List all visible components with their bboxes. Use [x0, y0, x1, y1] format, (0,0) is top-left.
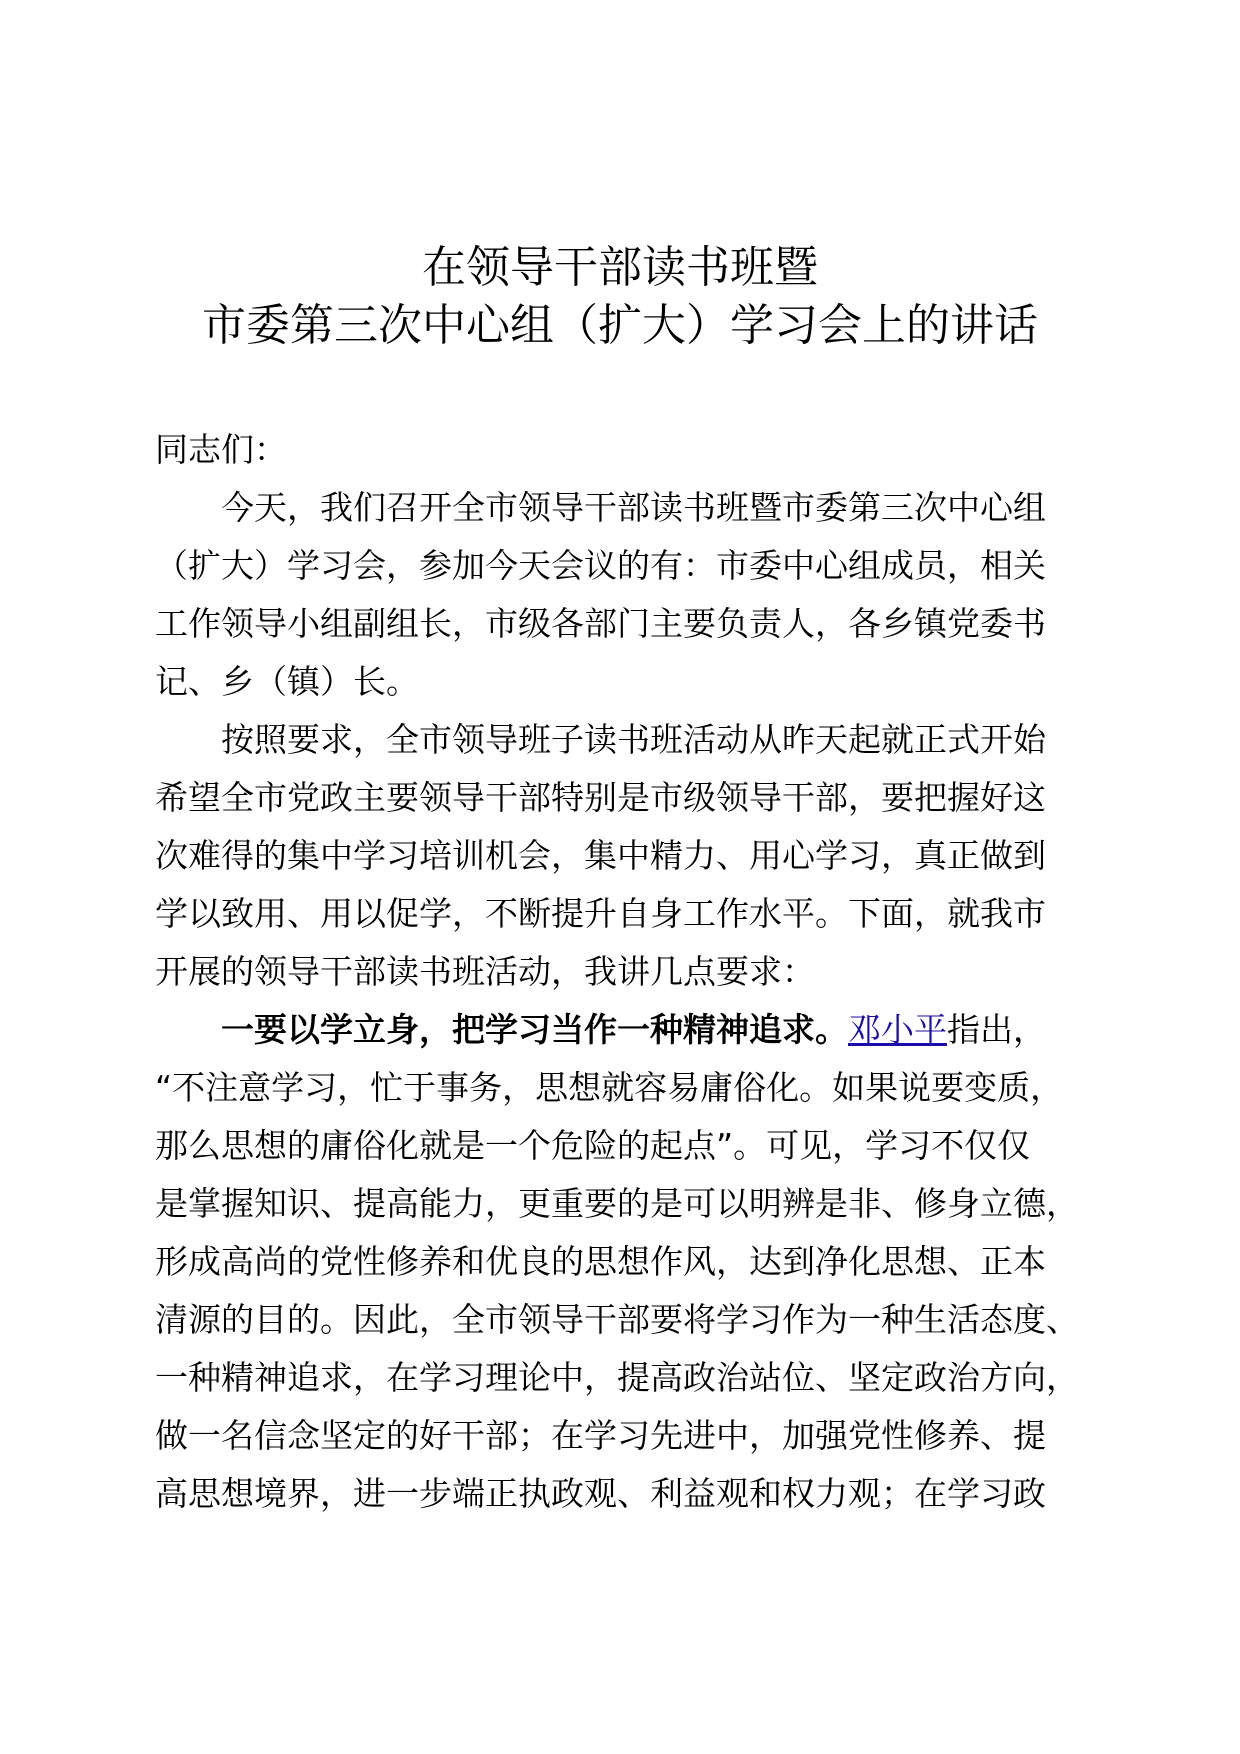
document-title-line-1: 在领导干部读书班暨: [422, 242, 818, 293]
paragraph-1-line: 记、乡（镇）长。: [155, 662, 419, 701]
paragraph-1-line: （扩大）学习会，参加今天会议的有：市委中心组成员，相关: [155, 546, 1046, 585]
paragraph-3-line: “不注意学习，忙于事务，思想就容易庸俗化。如果说要变质，: [155, 1068, 1064, 1107]
paragraph-2-line: 次难得的集中学习培训机会，集中精力、用心学习，真正做到: [155, 836, 1046, 875]
paragraph-2-line: 开展的领导干部读书班活动，我讲几点要求：: [155, 952, 815, 991]
paragraph-2-line: 学以致用、用以促学，不断提升自身工作水平。下面，就我市: [155, 894, 1046, 933]
paragraph-3-line: 一种精神追求，在学习理论中，提高政治站位、坚定政治方向，: [155, 1358, 1079, 1397]
paragraph-3-line: 清源的目的。因此，全市领导干部要将学习作为一种生活态度、: [155, 1300, 1079, 1339]
paragraph-1-line: 工作领导小组副组长，市级各部门主要负责人，各乡镇党委书: [155, 604, 1046, 643]
section-heading: 一要以学立身，把学习当作一种精神追求。: [221, 1010, 848, 1049]
paragraph-3-line: 形成高尚的党性修养和优良的思想作风，达到净化思想、正本: [155, 1242, 1046, 1281]
document-body: [155, 421, 1115, 1523]
paragraph-3-line: 高思想境界，进一步端正执政观、利益观和权力观；在学习政: [155, 1474, 1046, 1513]
paragraph-2-line: 按照要求，全市领导班子读书班活动从昨天起就正式开始: [221, 720, 1046, 759]
paragraph-1-line: 今天，我们召开全市领导干部读书班暨市委第三次中心组: [221, 488, 1046, 527]
document-title-line-2: 市委第三次中心组（扩大）学习会上的讲话: [202, 300, 1038, 351]
paragraph-3-line: 那么思想的庸俗化就是一个危险的起点”。可见，学习不仅仅: [155, 1126, 1031, 1165]
paragraph-3-first-line-rest: 指出，: [947, 1010, 1046, 1049]
paragraph-3-line: 是掌握知识、提高能力，更重要的是可以明辨是非、修身立德，: [155, 1184, 1079, 1223]
salutation: 同志们：: [155, 430, 287, 469]
paragraph-3-line: 做一名信念坚定的好干部；在学习先进中，加强党性修养、提: [155, 1416, 1046, 1455]
person-link[interactable]: 邓小平: [848, 1010, 947, 1049]
paragraph-2-line: 希望全市党政主要领导干部特别是市级领导干部，要把握好这: [155, 778, 1046, 817]
paragraph-3-first-line: [155, 1001, 1115, 1059]
